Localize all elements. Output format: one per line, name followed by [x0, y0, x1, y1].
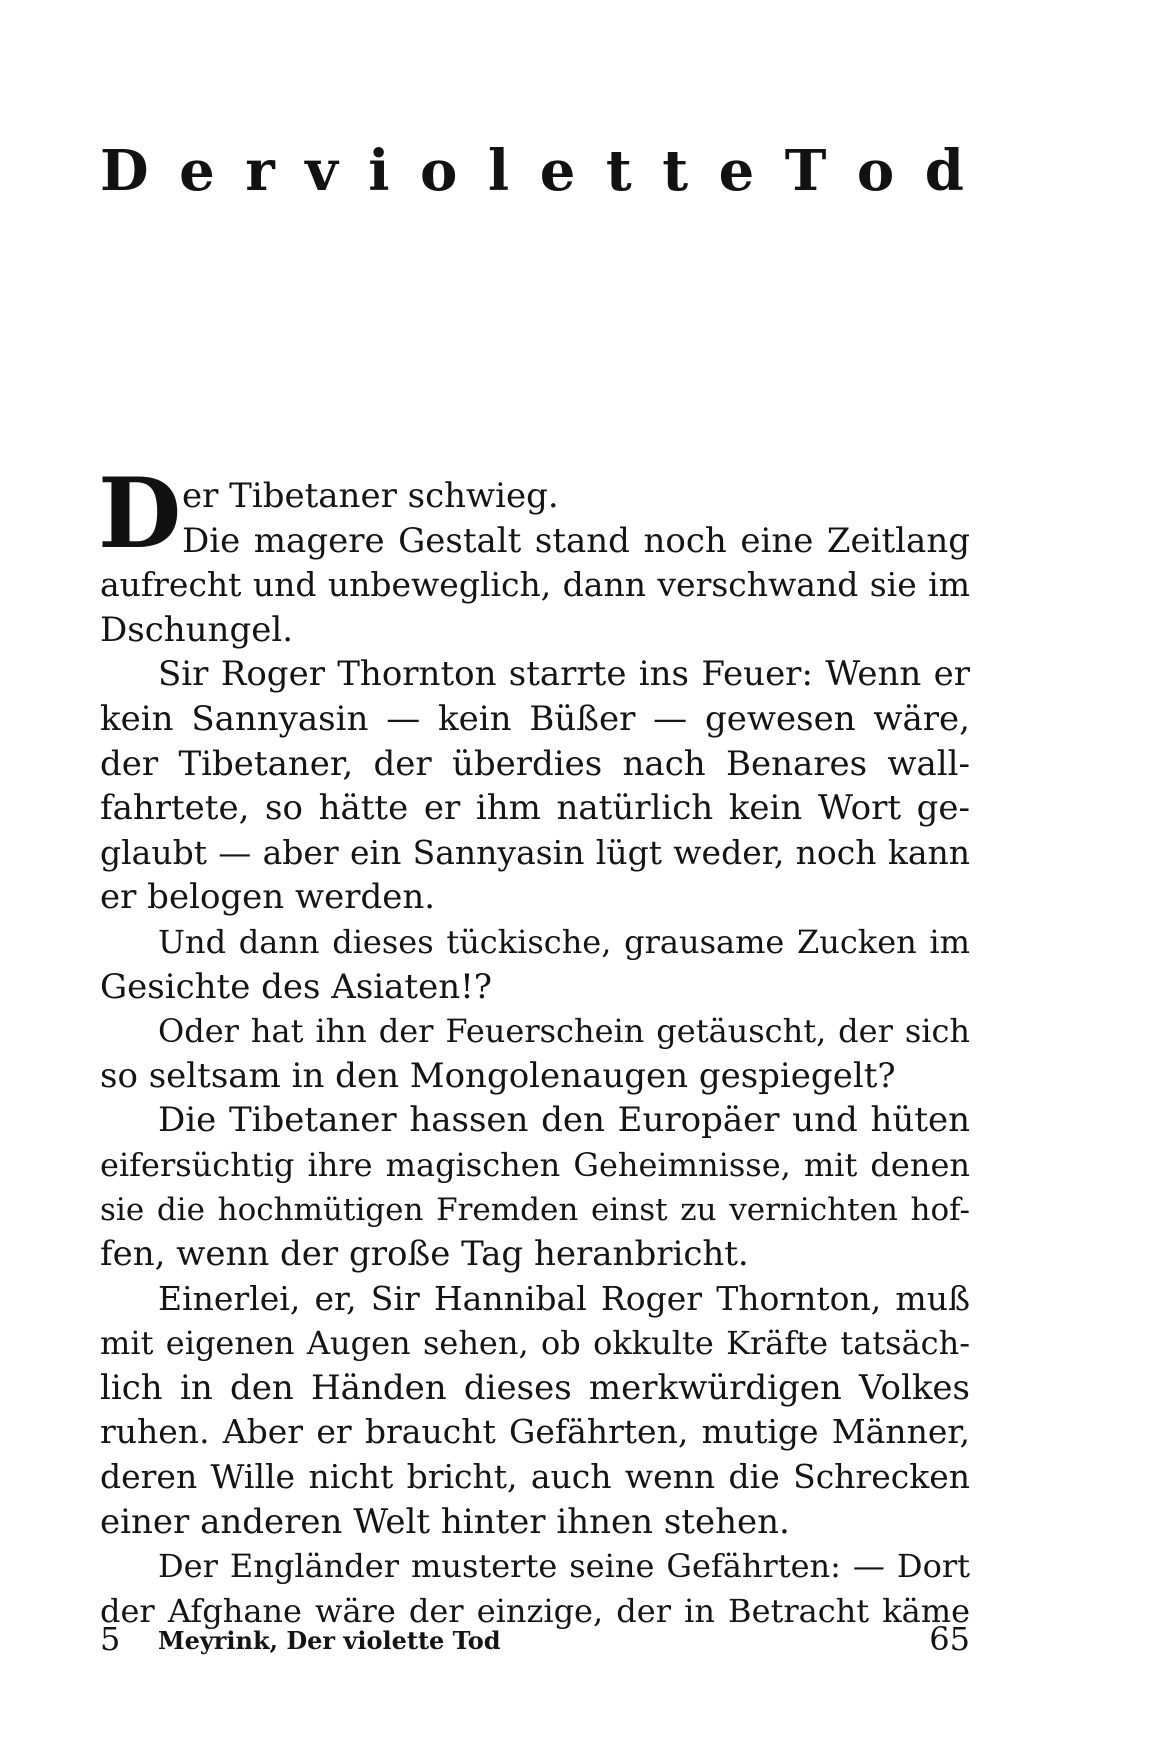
chapter-title — [100, 138, 970, 204]
text-line: mit eigenen Augen sehen, ob okkulte Kräfte tatsäch- — [100, 1324, 970, 1363]
drop-cap: D — [98, 457, 182, 570]
body-text — [100, 474, 970, 1633]
title-letter: r — [245, 138, 281, 204]
page-number: 65 — [929, 1620, 970, 1658]
text-line: Gesichte des Asiaten!? — [100, 966, 492, 1007]
text-line: aufrecht und unbeweglich, dann verschwand sie im — [100, 565, 970, 605]
text-line: glaubt — aber ein Sannyasin lügt weder, noch kann — [100, 832, 970, 872]
running-title: Meyrink, Der violette Tod — [158, 1626, 501, 1655]
title-letter: o — [420, 138, 464, 204]
title-letter: D — [100, 138, 155, 204]
text-line: kein Sannyasin — kein Büßer — gewesen wäre, — [100, 698, 970, 739]
text-line: eifersüchtig ihre magischen Geheimnisse, mit denen — [100, 1145, 970, 1184]
text-line: einer anderen Welt hinter ihnen stehen. — [100, 1501, 790, 1542]
text-line: Einerlei, er, Sir Hannibal Roger Thornton, muß — [158, 1278, 970, 1318]
text-line: der Afghane wäre der einzige, der in Betracht käme — [100, 1591, 970, 1630]
title-letter: e — [179, 138, 221, 204]
text-line: Sir Roger Thornton starrte ins Feuer: Wenn er — [158, 654, 970, 695]
text-line: Die Tibetaner hassen den Europäer und hüten — [158, 1100, 970, 1141]
title-letter: o — [856, 138, 901, 204]
title-letter: v — [305, 138, 344, 204]
signature-mark: 5 — [100, 1620, 121, 1658]
title-letter: t — [605, 138, 638, 204]
text-line: der Tibetaner, der überdies nach Benares wall- — [100, 743, 970, 784]
text-line: lich in den Händen dieses merkwürdigen Volkes — [100, 1367, 970, 1408]
text-line: er belogen werden. — [100, 877, 436, 918]
title-letter: l — [487, 138, 516, 204]
title-letter: T — [784, 138, 833, 204]
text-line: er Tibetaner schwieg. — [182, 476, 559, 516]
text-line: so seltsam in den Mongolenaugen gespiegelt? — [100, 1055, 896, 1096]
title-letter: t — [662, 138, 695, 204]
text-line: Und dann dieses tückische, grausame Zucken im — [158, 922, 970, 961]
text-line: ruhen. Aber er braucht Gefährten, mutige Männer, — [100, 1412, 970, 1452]
title-letter: d — [924, 138, 970, 204]
text-line: deren Wille nicht bricht, auch wenn die Schrecken — [100, 1457, 970, 1497]
text-line: sie die hochmütigen Fremden einst zu vernichten hof- — [100, 1191, 970, 1228]
title-letter: e — [718, 138, 761, 204]
text-line: Oder hat ihn der Feuerschein getäuscht, der sich — [158, 1012, 970, 1051]
text-line: fahrtete, so hätte er ihm natürlich kein Wort ge- — [100, 788, 970, 829]
text-line: Der Engländer musterte seine Gefährten: — Dort — [158, 1547, 970, 1586]
title-letter: i — [368, 138, 396, 204]
text-line: Dschungel. — [100, 609, 294, 650]
text-line: fen, wenn der große Tag heranbricht. — [100, 1234, 749, 1275]
text-line: Die magere Gestalt stand noch eine Zeitlang — [182, 520, 970, 561]
title-letter: e — [539, 138, 582, 204]
page-footer — [100, 1620, 970, 1664]
